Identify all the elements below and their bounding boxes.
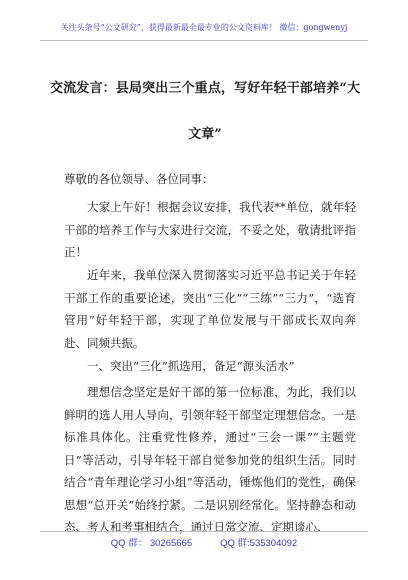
footer-contact <box>40 537 368 551</box>
footer-divider <box>40 531 368 532</box>
header-note: 关注头条号“公文研究”，获得最新最全最专业的公文资料库！ 微信：gongwenyj <box>60 23 348 32</box>
header-divider <box>40 40 368 41</box>
document-title: 交流发言：县局突出三个重点，写好年轻干部培养“大文章” <box>50 81 360 142</box>
footer-qq-group-2: QQ 群:535304092 <box>220 538 298 549</box>
section-paragraph: 理想信念坚定是好干部的第一位标准，为此，我们以鲜明的选人用人导向，引领年轻干部坚定理想信念。一是标准具体化。注重党性修养，通过“三会一课”“主题党日”等活动，引导年轻干部自觉参加党的组织生活。同时结合“青年理论学习小组”等活动，锤炼他们的党性，确保思想“总开关”始终拧紧。二是识别经常化。坚持静态和动态、考人和考事相结合，通过日常交流、定期谈心、 <box>64 385 356 534</box>
section-heading: 一、突出“三化”抓选用，备足“源头活水” <box>87 359 295 373</box>
salutation: 尊敬的各位领导、各位同事： <box>64 172 214 186</box>
paragraph-greeting: 大家上午好！根据会议安排，我代表**单位，就年轻干部的培养工作与大家进行交流，不妥之处，敬请批评指正！ <box>64 200 356 259</box>
paragraph-overview: 近年来，我单位深入贯彻落实习近平总书记关于年轻干部工作的重要论述，突出“三化”“三练”“三力”，“选育管用”好年轻干部，实现了单位发展与干部成长双向奔赴、同频共振。 <box>64 268 356 350</box>
footer-qq-group-1: QQ 群： 30265665 <box>110 538 193 549</box>
